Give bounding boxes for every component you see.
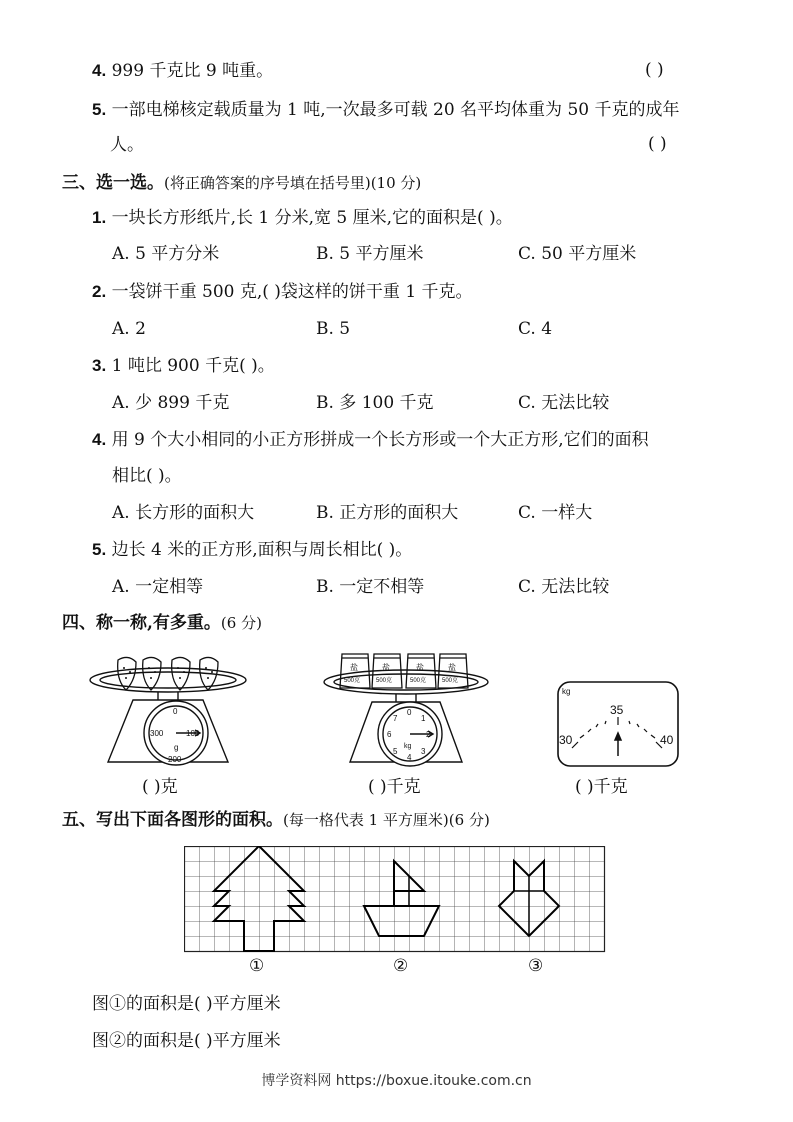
choice-q1-option-b[interactable]: B. 5 平方厘米 [316,244,424,264]
svg-text:30: 30 [559,733,573,747]
choice-q4-option-c[interactable]: C. 一样大 [518,503,593,523]
svg-text:6: 6 [387,730,392,739]
choice-q5-option-a[interactable]: A. 一定相等 [112,577,204,597]
salt-scale-figure [320,648,500,770]
dial-label-200: 200 [168,755,182,764]
section3-title: 三、选一选。(将正确答案的序号填在括号里)(10 分) [62,173,422,193]
dial-unit: g [174,743,179,752]
svg-text:kg: kg [404,743,412,750]
choice-q1-option-c[interactable]: C. 50 平方厘米 [518,244,637,264]
choice-q5: 5. 边长 4 米的正方形,面积与周长相比( )。 [92,540,413,560]
judge-q5-cont: 人。 [110,135,144,155]
figure-1-label: ① [249,956,265,976]
svg-text:盐: 盐 [416,663,424,672]
dial-ticks [572,717,662,748]
choice-q5-option-c[interactable]: C. 无法比较 [518,577,610,597]
choice-q3-option-a[interactable]: A. 少 899 千克 [112,393,230,413]
svg-text:1: 1 [421,714,426,723]
footer-watermark: 博学资料网 https://boxue.itouke.com.cn [261,1073,532,1089]
choice-q2-option-b[interactable]: B. 5 [316,319,351,339]
section5-title: 五、写出下面各图形的面积。(每一格代表 1 平方厘米)(6 分) [62,810,490,830]
grid-figures [184,846,606,954]
choice-q2-option-c[interactable]: C. 4 [518,319,553,339]
choice-q4-option-a[interactable]: A. 长方形的面积大 [112,503,255,523]
figure-2-answer[interactable]: 图②的面积是( )平方厘米 [92,1031,281,1051]
judge-q5-answer[interactable]: ( ) [648,134,667,154]
svg-text:5: 5 [393,747,398,756]
svg-text:500克: 500克 [376,678,393,684]
dial-scale-figure [556,680,682,770]
choice-q3: 3. 1 吨比 900 千克( )。 [92,356,275,376]
svg-text:盐: 盐 [448,663,456,672]
svg-text:40: 40 [660,733,674,747]
svg-text:3: 3 [421,747,426,756]
scale3-answer[interactable]: ( )千克 [575,777,628,797]
strawberry-scale-figure [88,650,268,770]
choice-q2-option-a[interactable]: A. 2 [112,319,146,339]
scale-body [90,668,246,765]
dial-label-0: 0 [173,707,178,716]
svg-text:4: 4 [407,753,412,762]
svg-text:0: 0 [407,708,412,717]
svg-text:盐: 盐 [382,663,390,672]
choice-q2: 2. 一袋饼干重 500 克,( )袋这样的饼干重 1 千克。 [92,282,473,302]
svg-text:500克: 500克 [410,678,427,684]
dial-label-100: 100 [186,729,200,738]
scale2-answer[interactable]: ( )千克 [368,777,421,797]
choice-q4: 4. 用 9 个大小相同的小正方形拼成一个长方形或一个大正方形,它们的面积 [92,430,649,450]
choice-q5-option-b[interactable]: B. 一定不相等 [316,577,425,597]
svg-text:7: 7 [393,714,398,723]
svg-text:2: 2 [426,730,431,739]
figure-2-label: ② [393,956,409,976]
figure-1-answer[interactable]: 图①的面积是( )平方厘米 [92,994,281,1014]
dial-pointer [615,733,621,756]
choice-q1: 1. 一块长方形纸片,长 1 分米,宽 5 厘米,它的面积是( )。 [92,208,513,228]
svg-text:35: 35 [610,703,624,717]
judge-q5: 5. 一部电梯核定载质量为 1 吨,一次最多可载 20 名平均体重为 50 千克的成年 [92,100,680,120]
svg-text:500克: 500克 [344,678,361,684]
dial-label-300: 300 [150,729,164,738]
scale1-answer[interactable]: ( )克 [142,777,178,797]
svg-text:500克: 500克 [442,678,459,684]
svg-text:盐: 盐 [350,663,358,672]
section4-title: 四、称一称,有多重。(6 分) [62,613,262,633]
dial-unit: kg [562,687,571,696]
choice-q1-option-a[interactable]: A. 5 平方分米 [112,244,220,264]
judge-q4: 4. 999 千克比 9 吨重。 [92,61,274,81]
figure-3-label: ③ [528,956,544,976]
choice-q3-option-b[interactable]: B. 多 100 千克 [316,393,434,413]
judge-q4-answer[interactable]: ( ) [645,60,664,80]
choice-q3-option-c[interactable]: C. 无法比较 [518,393,610,413]
choice-q4-cont: 相比( )。 [112,466,182,486]
choice-q4-option-b[interactable]: B. 正方形的面积大 [316,503,459,523]
